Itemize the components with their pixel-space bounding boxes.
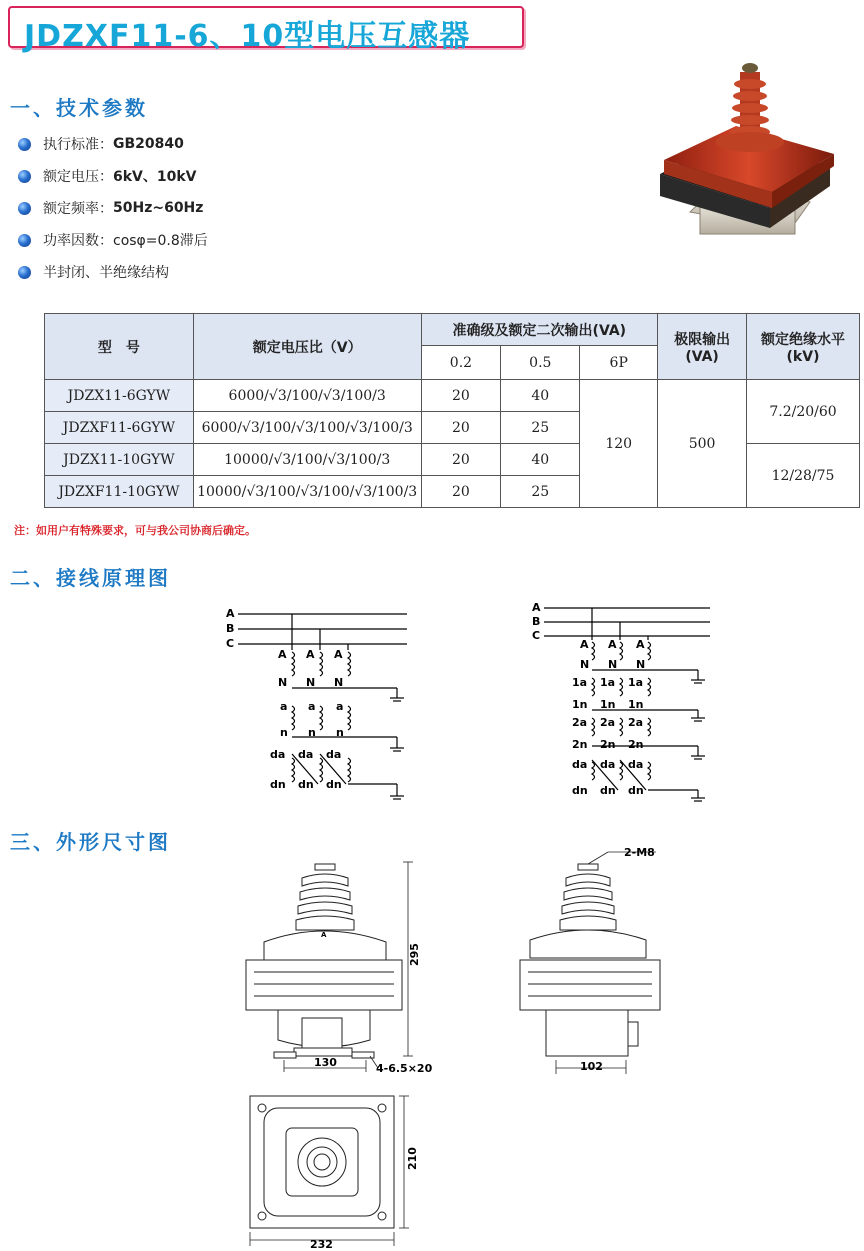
terminal-label: A bbox=[334, 648, 343, 661]
header-acc-05: 0.5 bbox=[501, 346, 580, 380]
terminal-label: da bbox=[270, 748, 286, 761]
cell-limit: 500 bbox=[658, 380, 747, 508]
bullet-icon bbox=[18, 202, 31, 215]
cell-v02: 20 bbox=[421, 476, 501, 508]
header-acc-02: 0.2 bbox=[421, 346, 501, 380]
bullet-icon bbox=[18, 138, 31, 151]
terminal-label: a bbox=[308, 700, 316, 713]
terminal-label: A bbox=[306, 648, 315, 661]
front-view-drawing bbox=[240, 856, 440, 1078]
terminal-label: 1a bbox=[600, 676, 616, 689]
header-acc-6p: 6P bbox=[580, 346, 658, 380]
line-label: C bbox=[532, 629, 541, 642]
terminal-label: A bbox=[278, 648, 287, 661]
header-insulation: 额定绝缘水平(kV) bbox=[747, 314, 860, 380]
line-label: B bbox=[226, 622, 235, 635]
cell-ratio: 6000/√3/100/√3/100/3 bbox=[193, 380, 421, 412]
shed-label: A bbox=[321, 931, 327, 939]
wiring-diagram-2 bbox=[528, 596, 718, 804]
cell-model: JDZX11-10GYW bbox=[45, 444, 194, 476]
terminal-label: n bbox=[336, 726, 344, 739]
cell-ratio: 10000/√3/100/√3/100/√3/100/3 bbox=[193, 476, 421, 508]
terminal-label: N bbox=[580, 658, 590, 671]
terminal-label: dn bbox=[326, 778, 342, 791]
dim-height: 295 bbox=[408, 943, 421, 966]
dim-top-width: 232 bbox=[310, 1238, 333, 1250]
cell-model: JDZXF11-10GYW bbox=[45, 476, 194, 508]
terminal-label: 1n bbox=[600, 698, 616, 711]
spec-label: 功率因数： bbox=[43, 233, 113, 249]
dim-top-depth: 210 bbox=[406, 1147, 419, 1170]
dim-holes: 4-6.5×20 bbox=[376, 1062, 433, 1075]
line-label: A bbox=[226, 607, 235, 620]
side-view-drawing bbox=[516, 842, 696, 1078]
terminal-label: N bbox=[306, 676, 316, 689]
terminal-label: 1a bbox=[572, 676, 588, 689]
cell-v02: 20 bbox=[421, 412, 501, 444]
terminal-label: N bbox=[636, 658, 646, 671]
spec-standard bbox=[18, 134, 184, 154]
terminal-label: 2n bbox=[628, 738, 644, 751]
terminal-label: da bbox=[600, 758, 616, 771]
terminal-label: dn bbox=[600, 784, 616, 797]
spec-voltage bbox=[18, 166, 197, 186]
section-tech-heading: 一、技术参数 bbox=[10, 96, 148, 120]
spec-label: 执行标准： bbox=[43, 137, 113, 153]
spec-label: 额定电压： bbox=[43, 169, 113, 185]
terminal-label: N bbox=[278, 676, 288, 689]
title-box bbox=[8, 6, 524, 54]
terminal-label: 2a bbox=[572, 716, 588, 729]
top-view-drawing bbox=[244, 1092, 434, 1250]
table-row bbox=[45, 380, 860, 412]
spec-frequency bbox=[18, 198, 203, 218]
spec-value: GB20840 bbox=[113, 136, 184, 152]
cell-v05: 25 bbox=[501, 476, 580, 508]
spec-power-factor bbox=[18, 230, 208, 250]
line-label: C bbox=[226, 637, 235, 650]
spec-value: 50Hz~60Hz bbox=[113, 200, 204, 216]
spec-value: cosφ=0.8滞后 bbox=[113, 233, 208, 249]
product-photo bbox=[660, 62, 840, 274]
cell-ratio: 10000/√3/100/√3/100/3 bbox=[193, 444, 421, 476]
terminal-label: 2n bbox=[600, 738, 616, 751]
spec-label: 半封闭、半绝缘结构 bbox=[43, 265, 169, 281]
bullet-icon bbox=[18, 266, 31, 279]
cell-v6p: 120 bbox=[580, 380, 658, 508]
dim-terminal: 2-M8 bbox=[624, 846, 655, 859]
cell-v02: 20 bbox=[421, 380, 501, 412]
terminal-label: N bbox=[334, 676, 344, 689]
header-accuracy: 准确级及额定二次输出(VA) bbox=[421, 314, 658, 346]
terminal-label: n bbox=[280, 726, 288, 739]
page-title: JDZXF11-6、10型电压互感器 bbox=[24, 19, 471, 54]
spec-structure bbox=[18, 262, 169, 282]
terminal-label: 1a bbox=[628, 676, 644, 689]
wiring-diagram-1 bbox=[222, 602, 412, 802]
line-label: A bbox=[532, 601, 541, 614]
terminal-label: dn bbox=[270, 778, 286, 791]
section-wiring-heading: 二、接线原理图 bbox=[10, 566, 171, 590]
terminal-label: n bbox=[308, 726, 316, 739]
cell-v05: 40 bbox=[501, 380, 580, 412]
dim-side-width: 102 bbox=[580, 1060, 603, 1073]
terminal-label: 1n bbox=[628, 698, 644, 711]
terminal-label: dn bbox=[628, 784, 644, 797]
cell-ratio: 6000/√3/100/√3/100/√3/100/3 bbox=[193, 412, 421, 444]
line-label: B bbox=[532, 615, 541, 628]
terminal-label: da bbox=[628, 758, 644, 771]
terminal-label: 2n bbox=[572, 738, 588, 751]
terminal-label: 1n bbox=[572, 698, 588, 711]
cell-v05: 25 bbox=[501, 412, 580, 444]
terminal-label: a bbox=[280, 700, 288, 713]
section-dimensions-heading: 三、外形尺寸图 bbox=[10, 830, 171, 854]
terminal-label: A bbox=[636, 638, 645, 651]
terminal-label: A bbox=[580, 638, 589, 651]
cell-model: JDZXF11-6GYW bbox=[45, 412, 194, 444]
terminal-label: N bbox=[608, 658, 618, 671]
bullet-icon bbox=[18, 234, 31, 247]
header-ratio: 额定电压比（V） bbox=[193, 314, 421, 380]
terminal-label: dn bbox=[572, 784, 588, 797]
cell-insulation-10: 12/28/75 bbox=[747, 444, 860, 508]
terminal-label: da bbox=[572, 758, 588, 771]
header-model: 型 号 bbox=[45, 314, 194, 380]
bullet-icon bbox=[18, 170, 31, 183]
cell-v05: 40 bbox=[501, 444, 580, 476]
terminal-label: A bbox=[608, 638, 617, 651]
spec-label: 额定频率： bbox=[43, 201, 113, 217]
spec-value: 6kV、10kV bbox=[113, 169, 197, 185]
terminal-label: 2a bbox=[600, 716, 616, 729]
terminal-label: dn bbox=[298, 778, 314, 791]
note-text: 注：如用户有特殊要求，可与我公司协商后确定。 bbox=[14, 524, 256, 537]
terminal-label: da bbox=[326, 748, 342, 761]
cell-model: JDZX11-6GYW bbox=[45, 380, 194, 412]
header-limit: 极限输出(VA) bbox=[658, 314, 747, 380]
dim-base-width: 130 bbox=[314, 1056, 337, 1069]
terminal-label: da bbox=[298, 748, 314, 761]
parameter-table bbox=[44, 313, 860, 508]
cell-v02: 20 bbox=[421, 444, 501, 476]
terminal-label: a bbox=[336, 700, 344, 713]
terminal-label: 2a bbox=[628, 716, 644, 729]
cell-insulation-6: 7.2/20/60 bbox=[747, 380, 860, 444]
